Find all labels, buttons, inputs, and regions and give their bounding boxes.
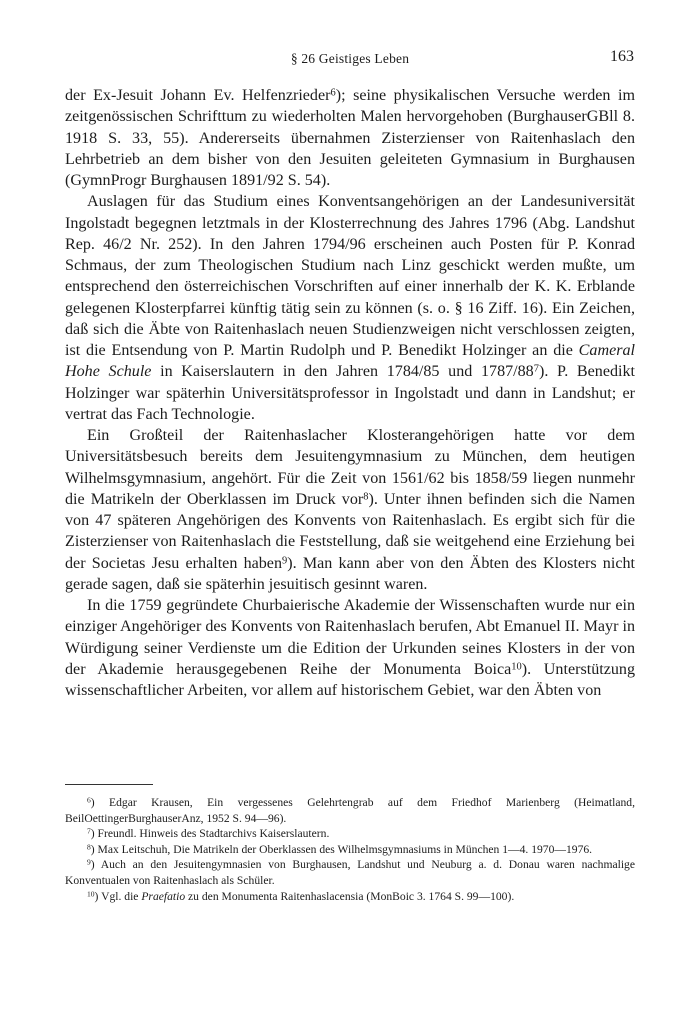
footnote-number: 6 — [87, 795, 91, 805]
paragraph-4 — [65, 595, 635, 701]
footnote-rule — [65, 784, 153, 785]
footnote-ref-9[interactable]: 9 — [282, 554, 288, 566]
footnotes — [65, 795, 635, 904]
text-run: ). Unter ihnen befinden sich die Namen von 47 späteren Angehörigen des Konvents von Raitenhaslach. Es ergibt sich für die Zisterzienser von Raitenhaslach die Feststellung, daß sie weitgehend eine Erziehung bei der Societas Jesu erhalten haben — [65, 490, 635, 572]
footnote-text: ) Vgl. die — [94, 889, 142, 903]
footnote-text: ) Auch an den Jesuitengymnasien von Burghausen, Landshut und Neuburg a. d. Donau waren nachmalige Konventualen von Raitenhaslach als Schüler. — [65, 858, 635, 887]
footnote-ref-7[interactable]: 7 — [533, 363, 539, 375]
footnote-number: 7 — [87, 826, 91, 836]
footnote-9 — [65, 857, 635, 888]
footnote-8 — [65, 842, 635, 858]
text-run: ). Man kann aber von den Äbten des Klosters nicht gerade sagen, daß sie späterhin jesuitisch gesinnt waren. — [65, 554, 635, 593]
footnote-ref-8[interactable]: 8 — [363, 491, 369, 503]
footnote-text: ) Freundl. Hinweis des Stadtarchivs Kaiserslautern. — [90, 827, 330, 841]
page-number: 163 — [610, 48, 634, 65]
text-run: Auslagen für das Studium eines Konventsangehörigen an der Landesuniversität Ingolstadt begegnen letztmals in der Klosterrechnung des Jahres 1796 (Abg. Landshut Rep. 46/2 Nr. 252). In den Jahren 1794/96 erscheinen auch Posten für P. Konrad Schmaus, der zum Theologischen Studium nach Linz geschickt werden mußte, um entsprechend den österreichischen Vorschriften auf einer innerhalb der K. K. Erblande gelegenen Klosterpfarrei künftig tätig sein zu können (s. o. § 16 Ziff. 16). Ein Zeichen, daß sich die Äbte von Raitenhaslach neuen Studienzweigen nicht verschlossen zeigten, ist die Entsendung von P. Martin Rudolph und P. Benedikt Holzinger an die — [65, 193, 635, 359]
footnote-10 — [65, 889, 635, 905]
text-run: in Kaiserslautern in den Jahren 1784/85 und 1787/88 — [151, 363, 534, 381]
paragraph-1 — [65, 85, 635, 191]
footnote-7 — [65, 826, 635, 842]
text-run: ). P. Benedikt Holzinger war späterhin Universitätsprofessor in Ingolstadt und dann in Landshut; er vertrat das Fach Technologie. — [65, 363, 635, 423]
text-run: ). Unterstützung wissenschaftlicher Arbeiten, vor allem auf historischem Gebiet, war den Äbten von — [65, 660, 635, 699]
footnote-ref-6[interactable]: 6 — [330, 87, 336, 99]
footnote-number: 10 — [87, 889, 95, 899]
footnote-text: ) Edgar Krausen, Ein vergessenes Gelehrtengrab auf dem Friedhof Marienberg (Heimatland, BeilOettingerBurghauserAnz, 1952 S. 94—96). — [65, 796, 635, 825]
italic-title: Cameral Hohe Schule — [65, 342, 635, 381]
footnote-number: 9 — [87, 857, 91, 867]
text-run: In die 1759 gegründete Churbaierische Akademie der Wissenschaften wurde nur ein einziger Angehöriger des Konvents von Raitenhaslach berufen, Abt Emanuel II. Mayr in Würdigung seiner Verdienste um die Edition der Urkunden seines Klosters in der von der Akademie herausgegebenen Reihe der Monumenta Boica — [65, 597, 635, 678]
italic-title: Praefatio — [141, 889, 186, 903]
running-title: § 26 Geistiges Leben — [290, 51, 410, 66]
footnote-text: zu den Monumenta Raitenhaslacensia (MonBoic 3. 1764 S. 99—100). — [185, 889, 515, 903]
text-run: Ein Großteil der Raitenhaslacher Klosterangehörigen hatte vor dem Universitätsbesuch bereits dem Jesuitengymnasium zu München, dem heutigen Wilhelmsgymnasium, angehört. Für die Zeit von 1561/62 bis 1858/59 liegen nunmehr die Matrikeln der Oberklassen im Druck vor — [65, 427, 635, 508]
text-run: der Ex-Jesuit Johann Ev. Helfenzrieder — [65, 87, 331, 104]
footnote-text: ) Max Leitschuh, Die Matrikeln der Oberklassen des Wilhelmsgymnasiums in München 1—4. 1970—1976. — [90, 842, 593, 856]
paragraph-2 — [65, 191, 635, 425]
footnote-6 — [65, 795, 635, 826]
text-run: ); seine physikalischen Versuche werden im zeitgenössischen Schrifttum zu wiederholten Malen hervorgehoben (BurghauserGBll 8. 1918 S. 33, 55). Andererseits übernahmen Zisterzienser von Raitenhaslach den Lehrbetrieb an dem bisher von den Jesuiten geleiteten Gymnasium in Burghausen (GymnProgr Burghausen 1891/92 S. 54). — [65, 87, 635, 189]
paragraph-3 — [65, 425, 635, 595]
body-text — [65, 85, 635, 701]
footnote-ref-10[interactable]: 10 — [511, 661, 522, 673]
footnote-number: 8 — [87, 842, 91, 852]
